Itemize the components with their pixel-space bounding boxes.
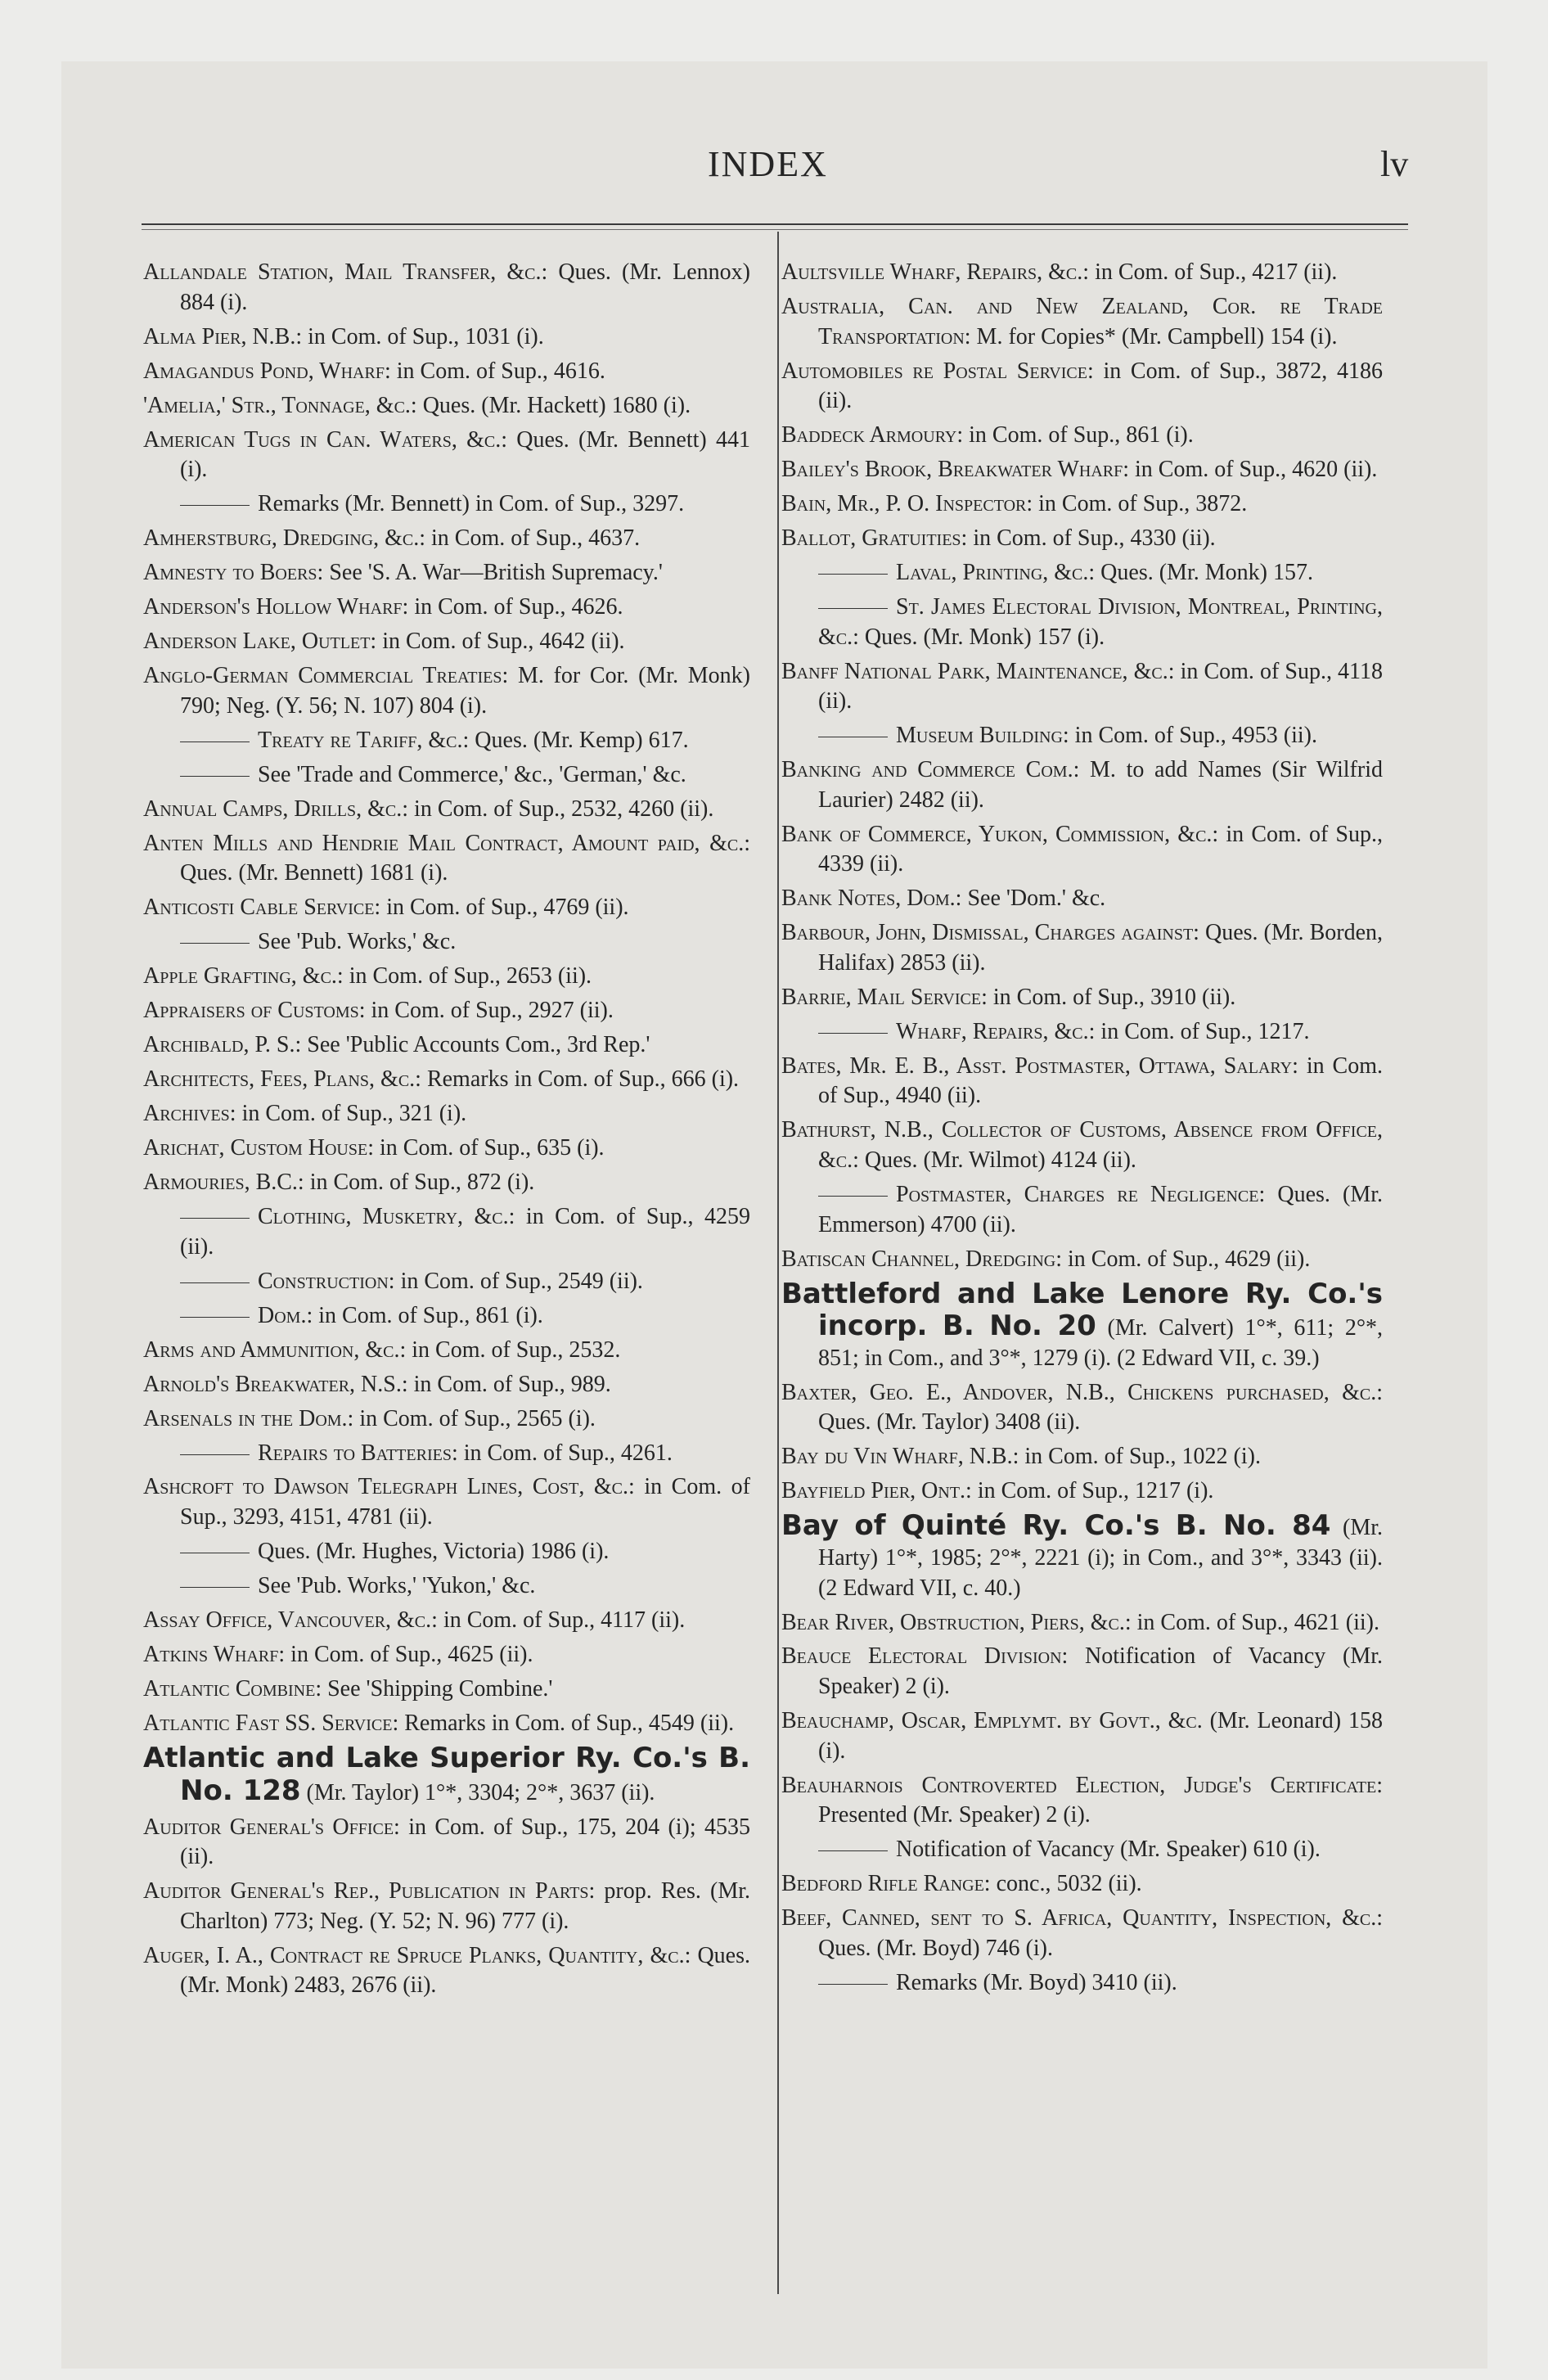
entry-reference: in Com. of Sup., 861 (i). <box>969 422 1194 449</box>
index-entry <box>143 829 750 889</box>
entry-heading: Banff National Park, Maintenance, &c.: <box>781 658 1175 684</box>
entry-reference: See 'Shipping Combine.' <box>327 1676 553 1702</box>
entry-heading: Beef, Canned, sent to S. Africa, Quantity, Inspection, &c.: <box>781 1905 1383 1931</box>
entry-reference: (Mr. Leonard) 158 (i). <box>818 1708 1383 1764</box>
index-entry <box>143 1168 750 1198</box>
index-subentry <box>143 1267 750 1297</box>
index-entry <box>143 258 750 318</box>
entry-heading: Barbour, John, Dismissal, Charges against: <box>781 920 1199 946</box>
entry-reference: in Com. of Sup., 1217 (i). <box>977 1478 1214 1504</box>
entry-heading: St. James Electoral Division, Montreal, Printing, &c.: <box>818 594 1383 650</box>
entry-heading: Postmaster, Charges re Negligence: <box>896 1182 1266 1208</box>
ditto-dash <box>180 1218 250 1219</box>
entry-heading: Allandale Station, Mail Transfer, &c.: <box>143 259 548 285</box>
entry-reference: M. for Copies* (Mr. Campbell) 154 (i). <box>976 323 1338 349</box>
entry-reference: in Com. of Sup., 4118 (ii). <box>818 658 1384 714</box>
entry-heading: Museum Building: <box>896 723 1069 749</box>
entry-heading: Bates, Mr. E. B., Asst. Postmaster, Ottawa, Salary: <box>781 1053 1298 1079</box>
index-entry <box>781 1378 1383 1438</box>
index-entry <box>143 1099 750 1129</box>
ditto-dash <box>818 1984 888 1985</box>
entry-reference: in Com. of Sup., 4217 (ii). <box>1095 259 1338 285</box>
entry-reference: in Com. of Sup., 2565 (i). <box>359 1405 596 1431</box>
entry-reference: Notification of Vacancy (Mr. Speaker) 2 (i). <box>818 1643 1383 1700</box>
index-subentry <box>143 760 750 791</box>
entry-heading: Ashcroft to Dawson Telegraph Lines, Cost, &c.: <box>143 1474 635 1500</box>
entry-reference: (Mr. Calvert) 1°*, 611; 2°*, 851; in Com., and 3°*, 1279 (i). (2 Edward VII, c. 39.) <box>818 1315 1384 1371</box>
entry-heading: Battleford and Lake Lenore Ry. Co.'s incorp. B. No. 20 <box>781 1277 1383 1343</box>
entry-heading: Bailey's Brook, Breakwater Wharf: <box>781 457 1129 483</box>
entry-reference: Ques. (Mr. Bennett) 441 (i). <box>180 426 750 483</box>
index-subentry <box>143 489 750 520</box>
entry-reference: Ques. (Mr. Lennox) 884 (i). <box>180 259 751 315</box>
ditto-dash <box>180 943 250 944</box>
ditto-dash <box>818 1850 888 1851</box>
index-entry <box>781 421 1383 451</box>
entry-heading: Wharf, Repairs, &c.: <box>896 1018 1096 1044</box>
index-entry <box>143 962 750 992</box>
entry-reference: in Com. of Sup., 2927 (ii). <box>371 998 614 1024</box>
index-entry <box>781 1642 1383 1702</box>
index-subentry <box>781 1968 1383 1999</box>
index-entry <box>143 391 750 421</box>
index-entry <box>143 1336 750 1366</box>
index-subentry <box>143 1439 750 1469</box>
entry-heading: Appraisers of Customs: <box>143 998 366 1024</box>
index-entry <box>781 1116 1383 1175</box>
entry-heading: Bayfield Pier, Ont.: <box>781 1478 972 1504</box>
entry-heading: Atlantic and Lake Superior Ry. Co.'s B. No. 128 <box>143 1741 750 1807</box>
entry-reference: in Com. of Sup., 3872. <box>1038 491 1248 517</box>
entry-heading: Annual Camps, Drills, &c.: <box>143 796 409 822</box>
entry-reference: Remarks in Com. of Sup., 4549 (ii). <box>404 1710 735 1736</box>
entry-heading: Bay of Quinté Ry. Co.'s B. No. 84 <box>781 1509 1331 1543</box>
entry-reference: in Com. of Sup., 4625 (ii). <box>290 1642 533 1668</box>
index-entry <box>143 558 750 588</box>
index-subentry <box>781 558 1383 588</box>
entry-heading: Auditor General's Office: <box>143 1814 400 1840</box>
index-entry <box>781 1904 1383 1963</box>
entry-heading: Bank Notes, Dom.: <box>781 886 962 912</box>
entry-heading: Bedford Rifle Range: <box>781 1871 991 1897</box>
entry-heading: Baddeck Armoury: <box>781 422 964 449</box>
ditto-dash <box>818 1196 888 1197</box>
entry-reference: in Com. of Sup., 4621 (ii). <box>1136 1609 1379 1635</box>
entry-reference: See 'S. A. War—British Supremacy.' <box>329 560 663 586</box>
entry-heading: Automobiles re Postal Service: <box>781 358 1094 384</box>
entry-heading: Bear River, Obstruction, Piers, &c.: <box>781 1609 1132 1635</box>
index-entry <box>781 918 1383 978</box>
entry-reference: conc., 5032 (ii). <box>996 1871 1142 1897</box>
index-entry <box>143 795 750 825</box>
entry-heading: Dom.: <box>258 1302 313 1328</box>
entry-reference: in Com. of Sup., 4259 (ii). <box>180 1204 750 1260</box>
index-entry <box>143 1404 750 1435</box>
index-entry <box>143 1743 750 1808</box>
index-subentry <box>781 593 1383 652</box>
entry-reference: M. to add Names (Sir Wilfrid Laurier) 2482 (ii). <box>818 757 1383 813</box>
index-entry <box>781 455 1383 485</box>
entry-heading: Auditor General's Rep., Publication in Parts: <box>143 1878 596 1904</box>
index-entry <box>143 1709 750 1739</box>
entry-reference: Ques. (Mr. Taylor) 3408 (ii). <box>818 1409 1081 1436</box>
ditto-dash <box>818 1033 888 1034</box>
entry-reference: (Mr. Harty) 1°*, 1985; 2°*, 2221 (i); in Com., and 3°*, 3343 (ii). (2 Edward VII, c. 40.) <box>818 1515 1383 1601</box>
header-rule-thin <box>142 229 1408 230</box>
entry-heading: Anderson Lake, Outlet: <box>143 629 377 655</box>
entry-reference: Presented (Mr. Speaker) 2 (i). <box>818 1802 1091 1828</box>
index-entry <box>781 1245 1383 1275</box>
index-entry <box>143 1065 750 1095</box>
entry-reference: in Com. of Sup., 4616. <box>396 358 605 384</box>
entry-heading: Arichat, Custom House: <box>143 1135 374 1161</box>
entry-heading: Amherstburg, Dredging, &c.: <box>143 525 426 552</box>
index-entry <box>781 1476 1383 1507</box>
index-entry <box>143 893 750 923</box>
index-entry <box>781 1608 1383 1639</box>
left-index-column <box>143 258 750 2005</box>
entry-heading: Australia, Can. and New Zealand, Cor. re Trade Transportation: <box>781 293 1383 349</box>
entry-reference: Remarks (Mr. Boyd) 3410 (ii). <box>896 1969 1177 1995</box>
entry-reference: in Com. of Sup., 3910 (ii). <box>992 984 1236 1010</box>
ditto-dash <box>180 1454 250 1455</box>
entry-reference: in Com. of Sup., 3872, 4186 (ii). <box>818 358 1383 414</box>
column-divider <box>777 232 779 2294</box>
index-entry <box>143 593 750 623</box>
entry-reference: in Com. of Sup., 4626. <box>414 594 623 620</box>
index-entry <box>143 1134 750 1164</box>
entry-heading: Anticosti Cable Service: <box>143 895 381 921</box>
entry-heading: Bain, Mr., P. O. Inspector: <box>781 491 1033 517</box>
entry-reference: Ques. (Mr. Monk) 2483, 2676 (ii). <box>180 1942 750 1999</box>
index-entry <box>781 357 1383 417</box>
entry-heading: Archibald, P. S.: <box>143 1032 302 1058</box>
entry-reference: Notification of Vacancy (Mr. Speaker) 610 (i). <box>896 1837 1321 1863</box>
index-entry <box>781 524 1383 554</box>
entry-reference: in Com. of Sup., 2532. <box>412 1336 621 1363</box>
entry-heading: Alma Pier, N.B.: <box>143 323 303 349</box>
ditto-dash <box>180 1317 250 1318</box>
entry-reference: in Com. of Sup., 2532, 4260 (ii). <box>414 796 714 822</box>
entry-heading: Anglo-German Commercial Treaties: <box>143 663 509 689</box>
entry-heading: Amagandus Pond, Wharf: <box>143 358 391 384</box>
entry-reference: in Com. of Sup., 4642 (ii). <box>382 629 625 655</box>
entry-reference: See 'Dom.' &c. <box>967 886 1106 912</box>
ditto-dash <box>180 1282 250 1283</box>
index-subentry <box>143 1537 750 1567</box>
entry-heading: Bay du Vin Wharf, N.B.: <box>781 1444 1019 1470</box>
entry-heading: Laval, Printing, &c.: <box>896 560 1096 586</box>
entry-heading: Treaty re Tariff, &c.: <box>258 727 470 753</box>
index-entry <box>781 1442 1383 1472</box>
ditto-dash <box>818 574 888 575</box>
index-page <box>61 61 1487 2369</box>
header-rule <box>142 223 1408 225</box>
entry-heading: Assay Office, Vancouver, &c.: <box>143 1607 438 1634</box>
index-entry <box>143 1640 750 1670</box>
index-subentry <box>781 1835 1383 1865</box>
index-subentry <box>781 721 1383 751</box>
index-entry <box>143 1370 750 1400</box>
index-entry <box>143 627 750 657</box>
entry-heading: Atlantic Combine: <box>143 1676 322 1702</box>
entry-reference: Remarks (Mr. Bennett) in Com. of Sup., 3297. <box>258 491 685 517</box>
index-entry <box>781 1706 1383 1766</box>
entry-heading: Repairs to Batteries: <box>258 1440 458 1466</box>
entry-heading: Banking and Commerce Com.: <box>781 757 1080 783</box>
entry-heading: Clothing, Musketry, &c.: <box>258 1204 515 1229</box>
entry-heading: Barrie, Mail Service: <box>781 984 988 1010</box>
entry-reference: Ques. (Mr. Bennett) 1681 (i). <box>180 860 448 886</box>
entry-reference: in Com. of Sup., 635 (i). <box>380 1135 605 1161</box>
ditto-dash <box>180 1587 250 1588</box>
entry-heading: Aultsville Wharf, Repairs, &c.: <box>781 259 1090 285</box>
entry-reference: in Com. of Sup., 4940 (ii). <box>818 1053 1384 1109</box>
entry-reference: in Com. of Sup., 989. <box>413 1371 611 1397</box>
index-entry <box>143 426 750 485</box>
entry-reference: in Com. of Sup., 3293, 4151, 4781 (ii). <box>180 1474 751 1530</box>
entry-heading: Arnold's Breakwater, N.S.: <box>143 1371 408 1397</box>
index-entry <box>781 1869 1383 1900</box>
ditto-dash <box>180 505 250 506</box>
entry-reference: in Com. of Sup., 4261. <box>463 1440 673 1466</box>
entry-reference: in Com. of Sup., 4339 (ii). <box>818 821 1384 877</box>
entry-reference: in Com. of Sup., 2653 (ii). <box>349 963 592 989</box>
entry-heading: Armouries, B.C.: <box>143 1170 304 1196</box>
entry-reference: in Com. of Sup., 4769 (ii). <box>386 895 629 921</box>
entry-reference: in Com. of Sup., 872 (i). <box>309 1170 535 1196</box>
entry-reference: See 'Public Accounts Com., 3rd Rep.' <box>307 1032 650 1058</box>
entry-heading: Architects, Fees, Plans, &c.: <box>143 1066 421 1093</box>
index-entry <box>781 1771 1383 1831</box>
entry-reference: See 'Trade and Commerce,' &c., 'German,' &c. <box>258 761 686 787</box>
ditto-dash <box>180 741 250 742</box>
entry-reference: Ques. (Mr. Hackett) 1680 (i). <box>422 392 691 418</box>
entry-reference: in Com. of Sup., 4620 (ii). <box>1135 457 1378 483</box>
index-entry <box>143 1675 750 1705</box>
entry-heading: Construction: <box>258 1268 395 1294</box>
entry-heading: Apple Grafting, &c.: <box>143 963 344 989</box>
index-entry <box>143 1877 750 1936</box>
index-entry <box>143 1813 750 1873</box>
index-entry <box>781 657 1383 717</box>
entry-reference: Ques. (Mr. Hughes, Victoria) 1986 (i). <box>258 1539 610 1565</box>
entry-reference: Ques. (Mr. Monk) 157. <box>1100 560 1313 586</box>
entry-reference: in Com. of Sup., 4330 (ii). <box>973 525 1216 552</box>
entry-reference: Ques. (Mr. Boyd) 746 (i). <box>818 1935 1053 1961</box>
index-entry <box>781 258 1383 288</box>
index-entry <box>781 489 1383 520</box>
entry-heading: Atlantic Fast SS. Service: <box>143 1710 399 1736</box>
entry-reference: See 'Pub. Works,' &c. <box>258 929 457 955</box>
entry-heading: Baxter, Geo. E., Andover, N.B., Chickens purchased, &c.: <box>781 1379 1383 1405</box>
entry-reference: Remarks in Com. of Sup., 666 (i). <box>426 1066 740 1093</box>
entry-reference: (Mr. Taylor) 1°*, 3304; 2°*, 3637 (ii). <box>306 1779 655 1805</box>
index-entry <box>143 1606 750 1636</box>
entry-heading: Beauharnois Controverted Election, Judge's Certificate: <box>781 1772 1383 1798</box>
index-entry <box>143 1941 750 2001</box>
index-subentry <box>143 1301 750 1332</box>
entry-heading: Arsenals in the Dom.: <box>143 1405 354 1431</box>
entry-reference: Ques. (Mr. Kemp) 617. <box>475 727 689 753</box>
entry-heading: Beauce Electoral Division: <box>781 1643 1069 1670</box>
entry-heading: Amnesty to Boers: <box>143 560 324 586</box>
entry-heading: Anderson's Hollow Wharf: <box>143 594 409 620</box>
entry-reference: in Com. of Sup., 4637. <box>431 525 641 552</box>
index-subentry <box>143 927 750 958</box>
entry-reference: Ques. (Mr. Wilmot) 4124 (ii). <box>864 1147 1136 1174</box>
entry-heading: Ballot, Gratuities: <box>781 525 968 552</box>
entry-reference: See 'Pub. Works,' 'Yukon,' &c. <box>258 1573 536 1599</box>
index-entry <box>781 820 1383 880</box>
entry-heading: American Tugs in Can. Waters, &c.: <box>143 426 507 453</box>
index-subentry <box>143 726 750 756</box>
index-entry <box>781 755 1383 815</box>
entry-reference: in Com. of Sup., 4629 (ii). <box>1068 1246 1311 1272</box>
entry-heading: 'Amelia,' Str., Tonnage, &c.: <box>143 392 417 418</box>
entry-heading: Atkins Wharf: <box>143 1642 286 1668</box>
entry-heading: Archives: <box>143 1101 236 1127</box>
entry-heading: Batiscan Channel, Dredging: <box>781 1246 1063 1272</box>
entry-reference: M. for Cor. (Mr. Monk) 790; Neg. (Y. 56; N. 107) 804 (i). <box>180 663 750 719</box>
entry-reference: in Com. of Sup., 4953 (ii). <box>1074 723 1318 749</box>
ditto-dash <box>818 608 888 609</box>
entry-reference: in Com. of Sup., 1022 (i). <box>1024 1444 1261 1470</box>
index-subentry <box>781 1017 1383 1048</box>
index-entry <box>143 1472 750 1532</box>
entry-reference: prop. Res. (Mr. Charlton) 773; Neg. (Y. 52; N. 96) 777 (i). <box>180 1878 751 1934</box>
page-title: INDEX <box>708 144 828 184</box>
index-entry <box>781 1279 1383 1374</box>
index-subentry <box>781 1180 1383 1240</box>
entry-reference: in Com. of Sup., 175, 204 (i); 4535 (ii). <box>180 1814 751 1870</box>
page-number: lv <box>1380 144 1409 184</box>
entry-reference: in Com. of Sup., 1031 (i). <box>308 323 544 349</box>
entry-reference: in Com. of Sup., 1217. <box>1100 1018 1310 1044</box>
index-entry <box>143 996 750 1026</box>
index-entry <box>781 983 1383 1013</box>
index-entry <box>143 661 750 721</box>
index-entry <box>781 884 1383 914</box>
index-entry <box>781 292 1383 352</box>
entry-reference: in Com. of Sup., 321 (i). <box>241 1101 467 1127</box>
right-index-column <box>781 258 1383 2003</box>
entry-reference: in Com. of Sup., 861 (i). <box>318 1302 543 1328</box>
index-entry <box>143 357 750 387</box>
ditto-dash <box>180 776 250 777</box>
entry-heading: Beauchamp, Oscar, Emplymt. by Govt., &c. <box>781 1708 1203 1734</box>
entry-heading: Arms and Ammunition, &c.: <box>143 1336 407 1363</box>
index-entry <box>143 1030 750 1061</box>
index-entry <box>781 1052 1383 1111</box>
index-entry <box>781 1511 1383 1603</box>
entry-heading: Bank of Commerce, Yukon, Commission, &c.: <box>781 821 1219 847</box>
entry-reference: Ques. (Mr. Monk) 157 (i). <box>864 624 1105 650</box>
entry-reference: in Com. of Sup., 2549 (ii). <box>400 1268 643 1294</box>
entry-heading: Bathurst, N.B., Collector of Customs, Absence from Office, &c.: <box>781 1117 1383 1174</box>
index-subentry <box>143 1202 750 1262</box>
index-entry <box>143 322 750 353</box>
index-entry <box>143 524 750 554</box>
index-subentry <box>143 1571 750 1602</box>
entry-heading: Auger, I. A., Contract re Spruce Planks, Quantity, &c.: <box>143 1942 691 1968</box>
entry-heading: Anten Mills and Hendrie Mail Contract, Amount paid, &c.: <box>143 830 750 856</box>
entry-reference: Ques. (Mr. Borden, Halifax) 2853 (ii). <box>818 920 1384 976</box>
entry-reference: in Com. of Sup., 4117 (ii). <box>443 1607 686 1634</box>
entry-reference: Ques. (Mr. Emmerson) 4700 (ii). <box>818 1182 1384 1237</box>
